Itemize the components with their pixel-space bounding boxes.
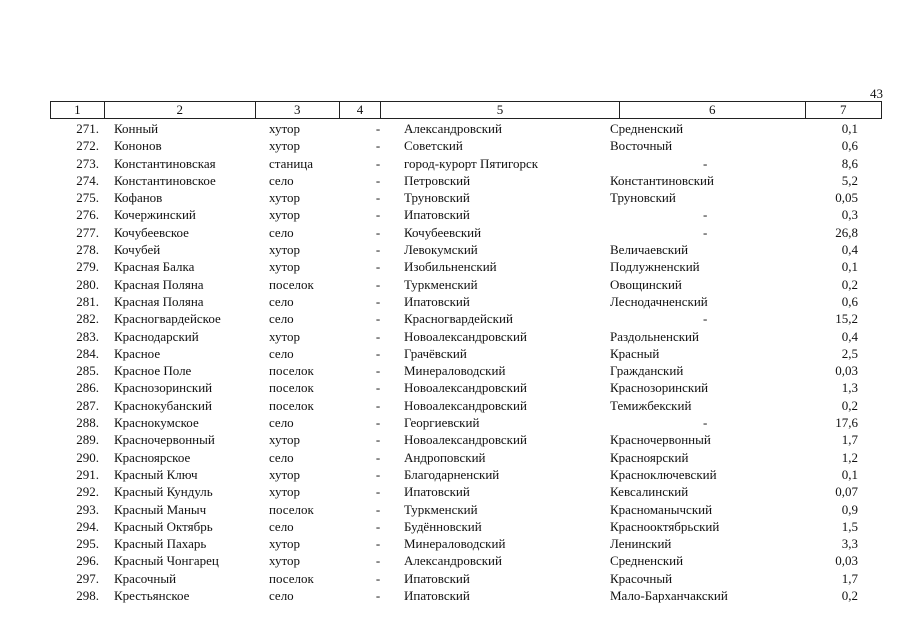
settlement-type: село xyxy=(269,293,294,309)
council-name: Подлужненский xyxy=(610,259,700,275)
population-value: 8,6 xyxy=(841,155,858,171)
settlement-type: хутор xyxy=(269,259,301,275)
row-number: 296. xyxy=(76,553,99,569)
table-row xyxy=(50,466,880,483)
table-body xyxy=(50,120,880,604)
settlement-type: поселок xyxy=(269,380,314,396)
settlement-type: поселок xyxy=(269,276,314,292)
row-number: 282. xyxy=(76,311,99,327)
row-number: 295. xyxy=(76,536,99,552)
population-value: 17,6 xyxy=(835,415,858,431)
header-col-1: 1 xyxy=(51,102,105,118)
population-value: 1,7 xyxy=(841,570,858,586)
population-value: 1,3 xyxy=(841,380,858,396)
settlement-name: Кочержинский xyxy=(114,207,196,223)
settlement-type: село xyxy=(269,345,294,361)
district-name: Новоалександровский xyxy=(404,380,527,396)
district-name: Будённовский xyxy=(404,518,482,534)
settlement-name: Константиновское xyxy=(114,172,216,188)
population-value: 0,1 xyxy=(841,259,858,275)
settlement-type: хутор xyxy=(269,432,301,448)
row-number: 284. xyxy=(76,345,99,361)
column-4-value: - xyxy=(375,345,381,361)
council-name: Красноманычский xyxy=(610,501,713,517)
column-4-value: - xyxy=(375,518,381,534)
population-value: 1,5 xyxy=(841,518,858,534)
district-name: Изобильненский xyxy=(404,259,497,275)
settlement-type: хутор xyxy=(269,536,301,552)
column-4-value: - xyxy=(375,311,381,327)
settlement-name: Красный Ключ xyxy=(114,466,198,482)
council-dash: - xyxy=(703,415,708,431)
council-name: Средненский xyxy=(610,121,684,136)
header-col-2: 2 xyxy=(105,102,256,118)
table-row xyxy=(50,535,880,552)
settlement-name: Красное Поле xyxy=(114,363,192,379)
district-name: Советский xyxy=(404,138,463,154)
column-4-value: - xyxy=(375,172,381,188)
column-4-value: - xyxy=(375,259,381,275)
row-number: 289. xyxy=(76,432,99,448)
table-row xyxy=(50,518,880,535)
row-number: 272. xyxy=(76,138,99,154)
population-value: 0,03 xyxy=(835,363,858,379)
row-number: 290. xyxy=(76,449,99,465)
table-row xyxy=(50,137,880,154)
table-row xyxy=(50,414,880,431)
council-name: Красочный xyxy=(610,570,673,586)
council-name: Краснозоринский xyxy=(610,380,709,396)
table-row xyxy=(50,310,880,327)
council-name: Константиновский xyxy=(610,172,714,188)
row-number: 297. xyxy=(76,570,99,586)
district-name: Красногвардейский xyxy=(404,311,513,327)
header-col-3: 3 xyxy=(256,102,340,118)
row-number: 278. xyxy=(76,242,99,258)
population-value: 0,07 xyxy=(835,484,858,500)
district-name: Минераловодский xyxy=(404,536,506,552)
table-row xyxy=(50,120,880,137)
settlement-type: хутор xyxy=(269,484,301,500)
table-row xyxy=(50,276,880,293)
council-name: Краснооктябрьский xyxy=(610,518,720,534)
settlement-type: поселок xyxy=(269,397,314,413)
column-4-value: - xyxy=(375,397,381,413)
settlement-name: Краснокубанский xyxy=(114,397,212,413)
table-row xyxy=(50,328,880,345)
settlement-type: хутор xyxy=(269,466,301,482)
row-number: 271. xyxy=(76,121,99,136)
district-name: Георгиевский xyxy=(404,415,480,431)
column-4-value: - xyxy=(375,138,381,154)
row-number: 293. xyxy=(76,501,99,517)
settlement-name: Конный xyxy=(114,121,159,136)
district-name: Туркменский xyxy=(404,276,478,292)
settlement-name: Красноярское xyxy=(114,449,191,465)
column-4-value: - xyxy=(375,536,381,552)
column-4-value: - xyxy=(375,224,381,240)
district-name: Новоалександровский xyxy=(404,432,527,448)
settlement-name: Кононов xyxy=(114,138,162,154)
council-name: Овощинский xyxy=(610,276,682,292)
row-number: 280. xyxy=(76,276,99,292)
table-row xyxy=(50,293,880,310)
column-4-value: - xyxy=(375,363,381,379)
council-name: Красноярский xyxy=(610,449,689,465)
district-name: Кочубеевский xyxy=(404,224,482,240)
table-row xyxy=(50,362,880,379)
district-name: Ипатовский xyxy=(404,207,470,223)
page-number: 43 xyxy=(870,86,883,101)
row-number: 283. xyxy=(76,328,99,344)
row-number: 287. xyxy=(76,397,99,413)
settlement-type: поселок xyxy=(269,501,314,517)
council-name: Величаевский xyxy=(610,242,689,258)
district-name: Александровский xyxy=(404,553,502,569)
district-name: Туркменский xyxy=(404,501,478,517)
district-name: город-курорт Пятигорск xyxy=(404,155,539,171)
council-dash: - xyxy=(703,155,708,171)
row-number: 288. xyxy=(76,415,99,431)
population-value: 0,1 xyxy=(841,121,858,136)
column-4-value: - xyxy=(375,588,381,604)
settlement-type: село xyxy=(269,449,294,465)
row-number: 281. xyxy=(76,293,99,309)
population-value: 0,3 xyxy=(841,207,858,223)
settlement-name: Кофанов xyxy=(114,190,163,206)
settlement-type: село xyxy=(269,415,294,431)
district-name: Левокумский xyxy=(404,242,478,258)
column-4-value: - xyxy=(375,553,381,569)
district-name: Петровский xyxy=(404,172,471,188)
row-number: 279. xyxy=(76,259,99,275)
settlement-type: поселок xyxy=(269,363,314,379)
settlement-type: хутор xyxy=(269,553,301,569)
population-value: 0,2 xyxy=(841,588,858,604)
settlement-type: хутор xyxy=(269,207,301,223)
district-name: Новоалександровский xyxy=(404,328,527,344)
settlement-name: Краснокумское xyxy=(114,415,199,431)
row-number: 291. xyxy=(76,466,99,482)
settlement-name: Красный Октябрь xyxy=(114,518,213,534)
council-name: Средненский xyxy=(610,553,684,569)
council-name: Красночервонный xyxy=(610,432,711,448)
table-row xyxy=(50,397,880,414)
table-header xyxy=(50,101,882,119)
column-4-value: - xyxy=(375,328,381,344)
population-value: 26,8 xyxy=(835,224,858,240)
council-name: Труновский xyxy=(610,190,676,206)
table-row xyxy=(50,587,880,604)
settlement-name: Красное xyxy=(114,345,161,361)
table-row xyxy=(50,552,880,569)
settlement-name: Краснодарский xyxy=(114,328,199,344)
column-4-value: - xyxy=(375,484,381,500)
settlement-name: Красный Кундуль xyxy=(114,484,213,500)
table-row xyxy=(50,570,880,587)
header-col-5: 5 xyxy=(381,102,620,118)
council-name: Раздольненский xyxy=(610,328,699,344)
district-name: Ипатовский xyxy=(404,570,470,586)
settlement-name: Красочный xyxy=(114,570,177,586)
row-number: 285. xyxy=(76,363,99,379)
council-dash: - xyxy=(703,311,708,327)
population-value: 0,2 xyxy=(841,276,858,292)
settlement-type: село xyxy=(269,588,294,604)
population-value: 1,7 xyxy=(841,432,858,448)
table-row xyxy=(50,189,880,206)
settlement-name: Красночервонный xyxy=(114,432,215,448)
district-name: Андроповский xyxy=(404,449,486,465)
settlement-name: Красная Балка xyxy=(114,259,195,275)
row-number: 273. xyxy=(76,155,99,171)
table-row xyxy=(50,449,880,466)
population-value: 15,2 xyxy=(835,311,858,327)
settlement-type: станица xyxy=(269,155,314,171)
table-row xyxy=(50,258,880,275)
population-value: 0,4 xyxy=(841,242,858,258)
row-number: 286. xyxy=(76,380,99,396)
settlement-name: Красный Пахарь xyxy=(114,536,207,552)
column-4-value: - xyxy=(375,276,381,292)
row-number: 277. xyxy=(76,224,99,240)
column-4-value: - xyxy=(375,293,381,309)
column-4-value: - xyxy=(375,432,381,448)
column-4-value: - xyxy=(375,155,381,171)
population-value: 0,6 xyxy=(841,293,858,309)
council-name: Красный xyxy=(610,345,660,361)
population-value: 3,3 xyxy=(841,536,858,552)
settlement-type: хутор xyxy=(269,190,301,206)
settlement-name: Красная Поляна xyxy=(114,293,204,309)
settlement-type: село xyxy=(269,518,294,534)
column-4-value: - xyxy=(375,415,381,431)
settlement-name: Кочубей xyxy=(114,242,161,258)
settlement-type: хутор xyxy=(269,242,301,258)
header-col-4: 4 xyxy=(340,102,382,118)
table-row xyxy=(50,241,880,258)
table-row xyxy=(50,155,880,172)
population-value: 2,5 xyxy=(841,345,858,361)
table-row xyxy=(50,172,880,189)
settlement-name: Красногвардейское xyxy=(114,311,221,327)
population-value: 0,05 xyxy=(835,190,858,206)
settlement-type: село xyxy=(269,224,294,240)
population-value: 0,03 xyxy=(835,553,858,569)
district-name: Труновский xyxy=(404,190,470,206)
row-number: 298. xyxy=(76,588,99,604)
district-name: Ипатовский xyxy=(404,588,470,604)
district-name: Минераловодский xyxy=(404,363,506,379)
council-name: Темижбекский xyxy=(610,397,692,413)
table-row xyxy=(50,224,880,241)
settlement-name: Красный Чонгарец xyxy=(114,553,219,569)
population-value: 5,2 xyxy=(841,172,858,188)
settlement-name: Красный Маныч xyxy=(114,501,207,517)
council-name: Кевсалинский xyxy=(610,484,689,500)
table-row xyxy=(50,483,880,500)
settlement-name: Красная Поляна xyxy=(114,276,204,292)
column-4-value: - xyxy=(375,380,381,396)
settlement-type: село xyxy=(269,311,294,327)
district-name: Александровский xyxy=(404,121,502,136)
council-name: Ленинский xyxy=(610,536,672,552)
table-row xyxy=(50,501,880,518)
row-number: 292. xyxy=(76,484,99,500)
column-4-value: - xyxy=(375,121,381,136)
council-name: Восточный xyxy=(610,138,673,154)
settlement-type: хутор xyxy=(269,138,301,154)
council-dash: - xyxy=(703,207,708,223)
district-name: Ипатовский xyxy=(404,293,470,309)
table-row xyxy=(50,431,880,448)
district-name: Грачёвский xyxy=(404,345,467,361)
council-name: Красноключевский xyxy=(610,466,717,482)
population-value: 0,2 xyxy=(841,397,858,413)
column-4-value: - xyxy=(375,242,381,258)
council-name: Мало-Барханчакский xyxy=(610,588,728,604)
column-4-value: - xyxy=(375,466,381,482)
row-number: 275. xyxy=(76,190,99,206)
column-4-value: - xyxy=(375,570,381,586)
column-4-value: - xyxy=(375,207,381,223)
district-name: Ипатовский xyxy=(404,484,470,500)
district-name: Новоалександровский xyxy=(404,397,527,413)
settlement-name: Краснозоринский xyxy=(114,380,213,396)
settlement-type: поселок xyxy=(269,570,314,586)
table-row xyxy=(50,379,880,396)
settlement-name: Крестьянское xyxy=(114,588,190,604)
settlement-type: село xyxy=(269,172,294,188)
settlement-name: Кочубеевское xyxy=(114,224,189,240)
row-number: 276. xyxy=(76,207,99,223)
column-4-value: - xyxy=(375,501,381,517)
district-name: Благодарненский xyxy=(404,466,500,482)
population-value: 0,9 xyxy=(841,501,858,517)
column-4-value: - xyxy=(375,449,381,465)
population-value: 0,4 xyxy=(841,328,858,344)
council-dash: - xyxy=(703,224,708,240)
settlement-type: хутор xyxy=(269,328,301,344)
header-col-7: 7 xyxy=(840,102,847,117)
council-name: Леснодачненский xyxy=(610,293,708,309)
row-number: 294. xyxy=(76,518,99,534)
population-value: 1,2 xyxy=(841,449,858,465)
table-row xyxy=(50,206,880,223)
population-value: 0,1 xyxy=(841,466,858,482)
table-row xyxy=(50,345,880,362)
header-col-6: 6 xyxy=(620,102,806,118)
settlement-type: хутор xyxy=(269,121,301,136)
row-number: 274. xyxy=(76,172,99,188)
population-value: 0,6 xyxy=(841,138,858,154)
settlement-name: Константиновская xyxy=(114,155,216,171)
column-4-value: - xyxy=(375,190,381,206)
council-name: Гражданский xyxy=(610,363,684,379)
